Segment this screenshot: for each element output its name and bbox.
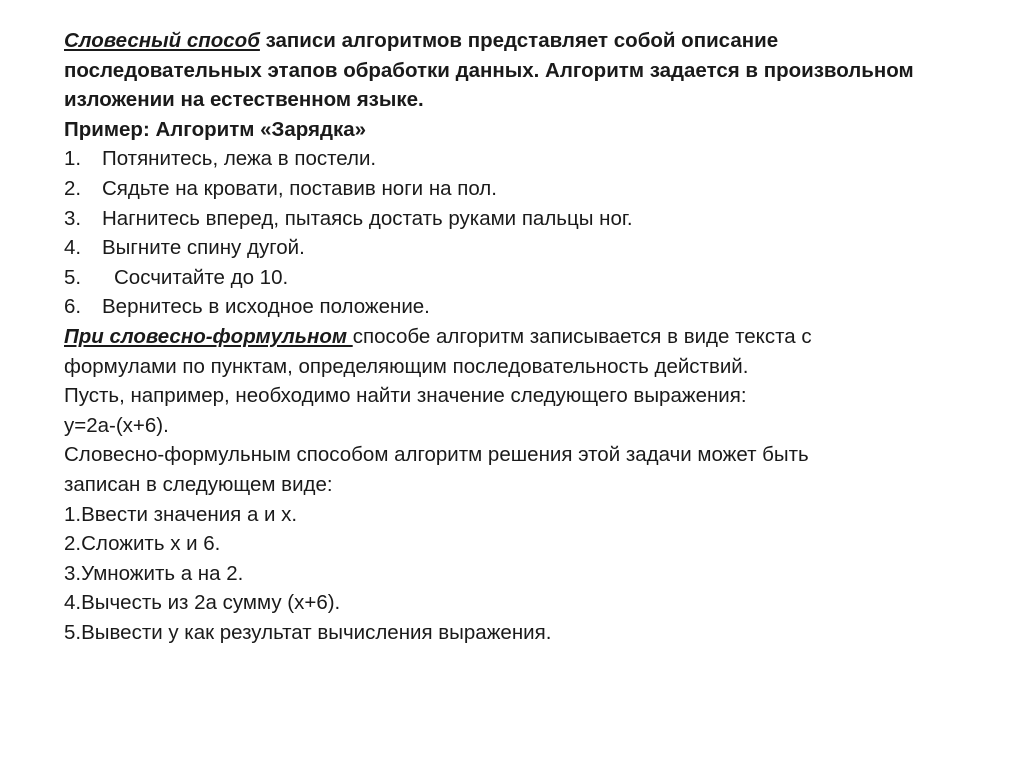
step-number: 1. — [64, 147, 82, 171]
example-title: Пример: Алгоритм «Зарядка» — [64, 117, 367, 141]
step-4 — [64, 233, 1004, 263]
step-5 — [64, 263, 1004, 293]
formula-step-5: 5.Вывести y как результат вычисления выражения. — [64, 620, 552, 644]
step-2 — [64, 174, 1004, 204]
formula-line-2: формулами по пунктам, определяющим последовательность действий. — [64, 354, 749, 378]
intro-line-1 — [64, 26, 1004, 56]
formula-term: При словесно-формульном — [64, 324, 353, 348]
step-text: Сядьте на кровати, поставив ноги на пол. — [102, 176, 497, 200]
step-text: Выгните спину дугой. — [102, 236, 305, 260]
step-text: Нагнитесь вперед, пытаясь достать руками пальцы ног. — [102, 206, 633, 230]
formula-step-1: 1.Ввести значения а и х. — [64, 502, 298, 526]
formula-expression: y=2a-(x+6). — [64, 413, 169, 437]
step-number: 6. — [64, 295, 82, 319]
intro-line-3: изложении на естественном языке. — [64, 88, 424, 112]
step-number: 5. — [64, 265, 82, 289]
step-6 — [64, 292, 1004, 322]
step-text: Вернитесь в исходное положение. — [102, 295, 430, 319]
step-text: Сосчитайте до 10. — [114, 265, 289, 289]
step-1 — [64, 144, 1004, 174]
formula-line-1 — [64, 322, 1004, 352]
formula-line-5: Словесно-формульным способом алгоритм решения этой задачи может быть — [64, 443, 809, 467]
intro-term: Словесный способ — [64, 29, 260, 52]
formula-step-4: 4.Вычесть из 2a сумму (х+6). — [64, 591, 341, 615]
step-number: 3. — [64, 206, 82, 230]
intro-line-1-rest: записи алгоритмов представляет собой описание — [259, 29, 779, 52]
formula-line-1-rest: способе алгоритм записывается в виде текста с — [352, 324, 812, 348]
step-number: 4. — [64, 236, 82, 260]
formula-line-6: записан в следующем виде: — [64, 472, 333, 496]
formula-step-3: 3.Умножить a на 2. — [64, 561, 244, 585]
step-text: Потянитесь, лежа в постели. — [102, 147, 377, 171]
formula-step-2: 2.Сложить х и 6. — [64, 532, 221, 556]
step-number: 2. — [64, 176, 82, 200]
step-3 — [64, 204, 1004, 234]
slide-content — [64, 26, 1004, 647]
intro-line-2: последовательных этапов обработки данных. Алгоритм задается в произвольном — [64, 58, 914, 82]
formula-line-3: Пусть, например, необходимо найти значение следующего выражения: — [64, 384, 747, 408]
